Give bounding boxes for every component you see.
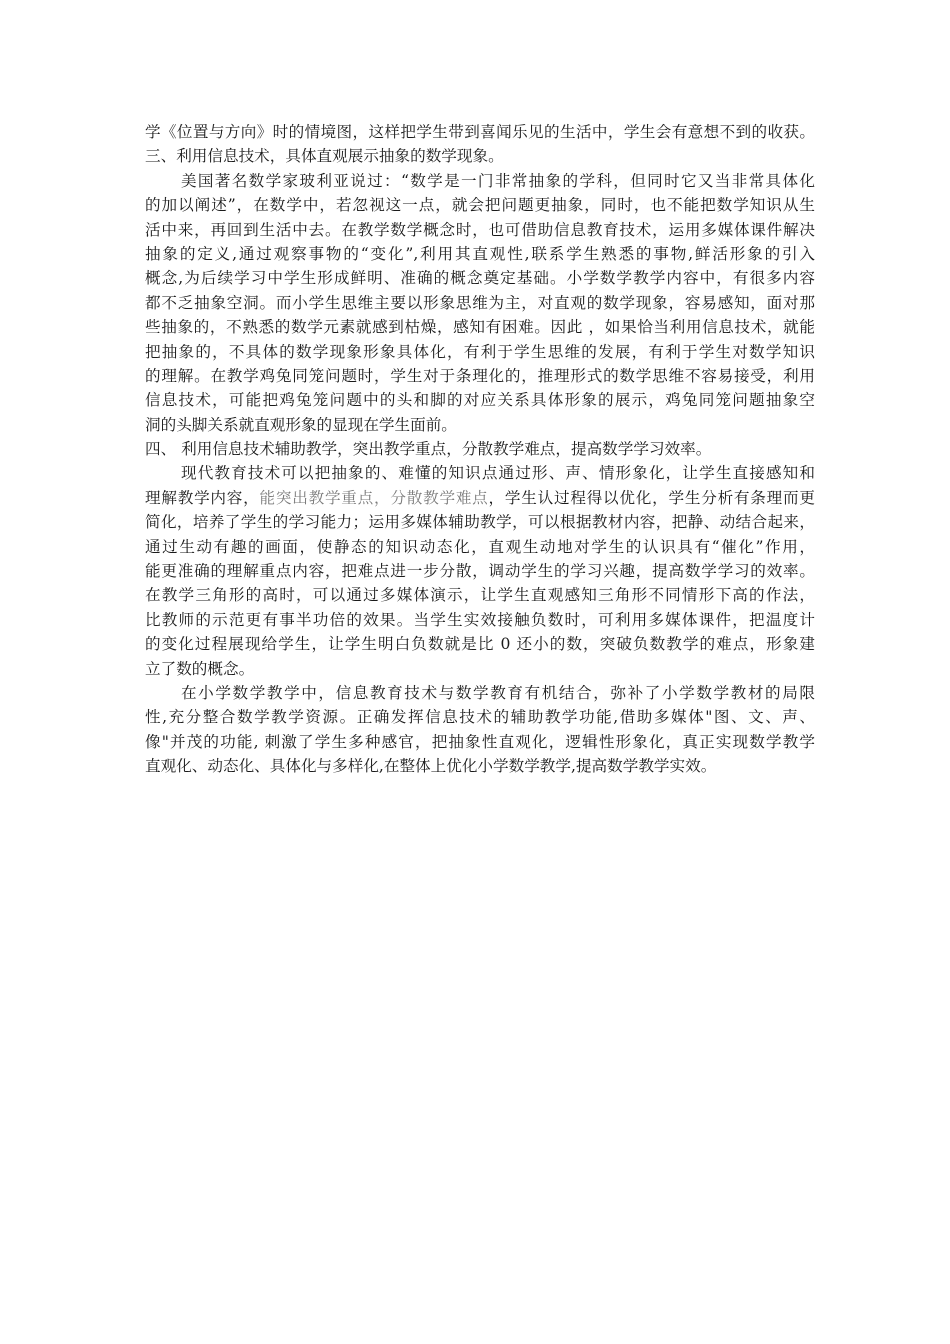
intro-line: 学《位置与方向》时的情境图，这样把学生带到喜闻乐见的生活中，学生会有意想不到的收获。 xyxy=(145,123,815,141)
paragraph-line: 比教师的示范更有事半功倍的效果。当学生实效接触负数时，可利用多媒体课件，把温度计 xyxy=(145,610,815,629)
paragraph-line: 美国著名数学家玻利亚说过：“数学是一门非常抽象的学科，但同时它又当非常具体化 xyxy=(181,171,815,190)
conclusion-paragraph xyxy=(145,681,815,779)
paragraph-line: 都不乏抽象空洞。而小学生思维主要以形象思维为主，对直观的数学现象，容易感知，面对那 xyxy=(145,293,815,312)
paragraph-line: 在教学三角形的高时，可以通过多媒体演示，让学生直观感知三角形不同情形下高的作法， xyxy=(145,586,815,605)
paragraph-line: 性,充分整合数学教学资源。正确发挥信息技术的辅助教学功能,借助多媒体"图、文、声、 xyxy=(145,708,815,727)
paragraph-line: 概念,为后续学习中学生形成鲜明、准确的概念奠定基础。小学数学教学内容中，有很多内容 xyxy=(145,269,815,288)
paragraph-line: 的理解。在教学鸡兔同笼问题时，学生对于条理化的，推理形式的数学思维不容易接受，利用 xyxy=(145,366,815,385)
paragraph-line: 直观化、动态化、具体化与多样化,在整体上优化小学数学教学,提高数学教学实效。 xyxy=(145,757,717,776)
paragraph-line: 活中来，再回到生活中去。在教学数学概念时，也可借助信息教育技术，运用多媒体课件解决 xyxy=(145,220,815,239)
paragraph-line: 抽象的定义,通过观察事物的“变化”,利用其直观性,联系学生熟悉的事物,鲜活形象的引入 xyxy=(145,244,815,263)
paragraph-line: 信息技术，可能把鸡兔笼问题中的头和脚的对应关系具体形象的展示，鸡兔同笼问题抽象空 xyxy=(145,391,815,410)
paragraph-line: 些抽象的，不熟悉的数学元素就感到枯燥，感知有困难。因此 ，如果恰当利用信息技术，就能 xyxy=(145,318,815,337)
paragraph-line: 简化，培养了学生的学习能力；运用多媒体辅助教学，可以根据教材内容，把静、动结合起来， xyxy=(145,513,815,532)
section-4-paragraph xyxy=(145,461,815,681)
section-4-heading: 四、 利用信息技术辅助教学，突出教学重点，分散教学难点，提高数学学习效率。 xyxy=(145,440,712,459)
section-3-paragraph xyxy=(145,169,815,437)
paragraph-line: 立了数的概念。 xyxy=(145,659,255,678)
paragraph-line: 能更准确的理解重点内容，把难点进一步分散，调动学生的学习兴趣，提高数学学习的效率。 xyxy=(145,562,815,581)
paragraph-line: 像"并茂的功能, 刺激了学生多种感官，把抽象性直观化，逻辑性形象化，真正实现数学教学 xyxy=(145,732,815,751)
paragraph-line: 的加以阐述”，在数学中，若忽视这一点，就会把问题更抽象，同时，也不能把数学知识从生 xyxy=(145,196,815,215)
paragraph-line: 的变化过程展现给学生，让学生明白负数就是比 0 还小的数，突破负数教学的难点，形象建 xyxy=(145,635,815,654)
section-3-heading: 三、利用信息技术，具体直观展示抽象的数学现象。 xyxy=(145,147,504,166)
paragraph-line-with-highlight xyxy=(145,486,815,510)
paragraph-line: 现代教育技术可以把抽象的、难懂的知识点通过形、声、情形象化，让学生直接感知和 xyxy=(181,464,815,483)
paragraph-line: 在小学数学教学中，信息教育技术与数学教育有机结合，弥补了小学数学教材的局限 xyxy=(181,683,815,702)
document-body xyxy=(145,120,815,779)
gray-highlight-text: 能突出教学重点，分散教学难点 xyxy=(259,488,489,507)
text-segment: 理解教学内容， xyxy=(145,488,260,507)
paragraph-line: 通过生动有趣的画面，使静态的知识动态化，直观生动地对学生的认识具有“催化”作用， xyxy=(145,537,815,556)
paragraph-line: 把抽象的，不具体的数学现象形象具体化，有利于学生思维的发展，有利于学生对数学知识 xyxy=(145,342,815,361)
paragraph-line: 洞的头脚关系就直观形象的显现在学生面前。 xyxy=(145,415,457,434)
text-segment: ，学生认过程得以优化，学生分析有条理而更 xyxy=(488,488,815,507)
